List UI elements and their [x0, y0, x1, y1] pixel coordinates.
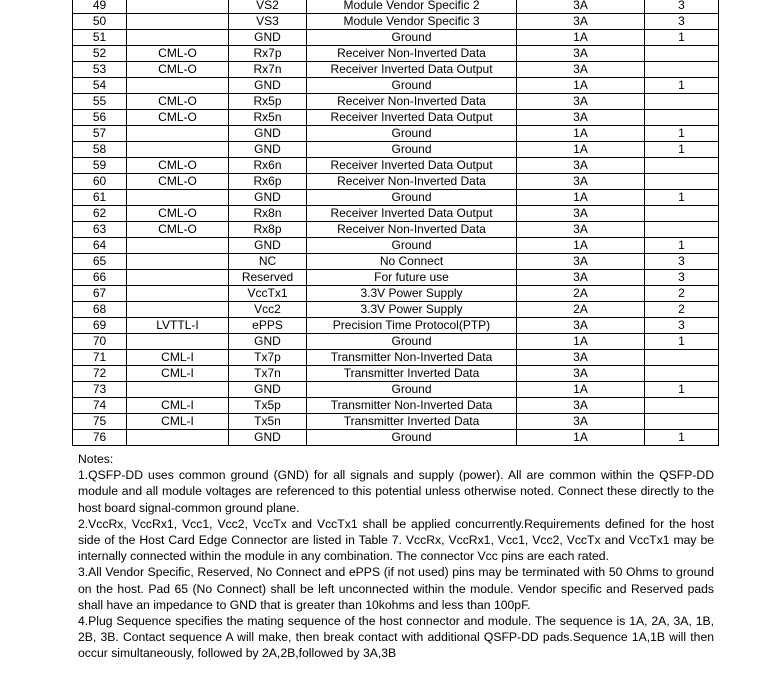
table-row — [73, 238, 719, 254]
notes-title: Notes: — [78, 452, 114, 466]
logic-cell: CML-O — [127, 46, 229, 62]
symbol-cell: GND — [229, 382, 307, 398]
pin-number-cell: 63 — [73, 222, 127, 238]
description-cell: Receiver Inverted Data Output — [307, 206, 517, 222]
description-cell: Ground — [307, 126, 517, 142]
plug-sequence-cell: 1A — [517, 190, 645, 206]
table-row — [73, 414, 719, 430]
plug-sequence-cell: 3A — [517, 222, 645, 238]
symbol-cell: VccTx1 — [229, 286, 307, 302]
logic-cell — [127, 270, 229, 286]
plug-sequence-cell: 3A — [517, 94, 645, 110]
logic-cell — [127, 142, 229, 158]
table-row — [73, 126, 719, 142]
notes-cell: 1 — [645, 142, 719, 158]
description-cell: Ground — [307, 30, 517, 46]
plug-sequence-cell: 3A — [517, 46, 645, 62]
notes-cell: 1 — [645, 238, 719, 254]
plug-sequence-cell: 1A — [517, 142, 645, 158]
symbol-cell: VS3 — [229, 14, 307, 30]
logic-cell — [127, 286, 229, 302]
table-row — [73, 254, 719, 270]
table-row — [73, 270, 719, 286]
description-cell: Precision Time Protocol(PTP) — [307, 318, 517, 334]
plug-sequence-cell: 3A — [517, 158, 645, 174]
symbol-cell: GND — [229, 334, 307, 350]
notes-cell — [645, 94, 719, 110]
logic-cell — [127, 430, 229, 446]
pin-number-cell: 71 — [73, 350, 127, 366]
symbol-cell: ePPS — [229, 318, 307, 334]
logic-cell — [127, 78, 229, 94]
pin-number-cell: 52 — [73, 46, 127, 62]
pin-number-cell: 76 — [73, 430, 127, 446]
plug-sequence-cell: 1A — [517, 334, 645, 350]
logic-cell: CML-O — [127, 174, 229, 190]
description-cell: Ground — [307, 238, 517, 254]
description-cell: Module Vendor Specific 2 — [307, 0, 517, 14]
symbol-cell: Vcc2 — [229, 302, 307, 318]
description-cell: 3.3V Power Supply — [307, 286, 517, 302]
table-row — [73, 222, 719, 238]
symbol-cell: Rx7n — [229, 62, 307, 78]
plug-sequence-cell: 1A — [517, 78, 645, 94]
note-1: 1.QSFP-DD uses common ground (GND) for all signals and supply (power). All are common within the QSFP-DD module and all module voltages are referenced to this potential unless otherwise noted. Connect these directly to the host board signal-common ground plane. — [78, 468, 714, 515]
notes-cell: 2 — [645, 302, 719, 318]
table-row — [73, 350, 719, 366]
notes-cell: 1 — [645, 430, 719, 446]
description-cell: Ground — [307, 430, 517, 446]
symbol-cell: Rx8n — [229, 206, 307, 222]
table-row — [73, 286, 719, 302]
plug-sequence-cell: 1A — [517, 382, 645, 398]
symbol-cell: Tx7n — [229, 366, 307, 382]
plug-sequence-cell: 2A — [517, 302, 645, 318]
plug-sequence-cell: 1A — [517, 30, 645, 46]
pin-number-cell: 49 — [73, 0, 127, 14]
table-row — [73, 206, 719, 222]
logic-cell — [127, 126, 229, 142]
table-row — [73, 398, 719, 414]
table-row — [73, 30, 719, 46]
notes-cell — [645, 398, 719, 414]
pin-number-cell: 58 — [73, 142, 127, 158]
plug-sequence-cell: 3A — [517, 350, 645, 366]
logic-cell — [127, 334, 229, 350]
plug-sequence-cell: 3A — [517, 270, 645, 286]
plug-sequence-cell: 3A — [517, 254, 645, 270]
plug-sequence-cell: 3A — [517, 62, 645, 78]
notes-cell: 3 — [645, 14, 719, 30]
plug-sequence-cell: 1A — [517, 430, 645, 446]
description-cell: Receiver Non-Inverted Data — [307, 174, 517, 190]
description-cell: Ground — [307, 382, 517, 398]
notes-cell: 1 — [645, 78, 719, 94]
pin-number-cell: 50 — [73, 14, 127, 30]
symbol-cell: Rx6p — [229, 174, 307, 190]
notes-cell — [645, 350, 719, 366]
description-cell: Transmitter Non-Inverted Data — [307, 398, 517, 414]
pin-number-cell: 75 — [73, 414, 127, 430]
pin-number-cell: 55 — [73, 94, 127, 110]
description-cell: Receiver Inverted Data Output — [307, 158, 517, 174]
table-row — [73, 14, 719, 30]
plug-sequence-cell: 3A — [517, 110, 645, 126]
plug-sequence-cell: 3A — [517, 366, 645, 382]
symbol-cell: Rx6n — [229, 158, 307, 174]
pin-number-cell: 69 — [73, 318, 127, 334]
plug-sequence-cell: 3A — [517, 414, 645, 430]
description-cell: Transmitter Inverted Data — [307, 366, 517, 382]
symbol-cell: GND — [229, 142, 307, 158]
logic-cell: CML-O — [127, 94, 229, 110]
description-cell: Ground — [307, 190, 517, 206]
plug-sequence-cell: 3A — [517, 398, 645, 414]
logic-cell: CML-O — [127, 62, 229, 78]
note-3: 3.All Vendor Specific, Reserved, No Connect and ePPS (if not used) pins may be terminated with 50 Ohms to ground on the host. Pad 65 (No Connect) shall be left unconnected within the module. Vendor specific and Reserved pads shall have an impedance to GND that is greater than 10kohms and less than 100pF. — [78, 565, 714, 612]
pin-number-cell: 53 — [73, 62, 127, 78]
plug-sequence-cell: 1A — [517, 238, 645, 254]
description-cell: Receiver Non-Inverted Data — [307, 222, 517, 238]
table-row — [73, 0, 719, 14]
pin-number-cell: 62 — [73, 206, 127, 222]
description-cell: Transmitter Inverted Data — [307, 414, 517, 430]
table-row — [73, 110, 719, 126]
notes-cell: 1 — [645, 126, 719, 142]
symbol-cell: GND — [229, 238, 307, 254]
table-row — [73, 142, 719, 158]
symbol-cell: GND — [229, 190, 307, 206]
table-row — [73, 174, 719, 190]
plug-sequence-cell: 1A — [517, 126, 645, 142]
description-cell: 3.3V Power Supply — [307, 302, 517, 318]
symbol-cell: Rx5p — [229, 94, 307, 110]
symbol-cell: Reserved — [229, 270, 307, 286]
notes-cell — [645, 158, 719, 174]
notes-cell: 3 — [645, 0, 719, 14]
pin-number-cell: 67 — [73, 286, 127, 302]
notes-cell — [645, 46, 719, 62]
logic-cell: CML-I — [127, 398, 229, 414]
table-row — [73, 94, 719, 110]
notes-cell — [645, 414, 719, 430]
plug-sequence-cell: 3A — [517, 14, 645, 30]
logic-cell — [127, 0, 229, 14]
description-cell: Ground — [307, 78, 517, 94]
table-row — [73, 382, 719, 398]
plug-sequence-cell: 3A — [517, 318, 645, 334]
pin-number-cell: 64 — [73, 238, 127, 254]
logic-cell — [127, 254, 229, 270]
description-cell: Transmitter Non-Inverted Data — [307, 350, 517, 366]
pin-number-cell: 54 — [73, 78, 127, 94]
logic-cell — [127, 190, 229, 206]
notes-cell: 2 — [645, 286, 719, 302]
description-cell: Module Vendor Specific 3 — [307, 14, 517, 30]
logic-cell — [127, 14, 229, 30]
pin-table-body — [73, 0, 719, 446]
notes-cell — [645, 366, 719, 382]
description-cell: For future use — [307, 270, 517, 286]
logic-cell — [127, 238, 229, 254]
pin-number-cell: 74 — [73, 398, 127, 414]
pin-number-cell: 59 — [73, 158, 127, 174]
symbol-cell: VS2 — [229, 0, 307, 14]
table-row — [73, 430, 719, 446]
plug-sequence-cell: 3A — [517, 174, 645, 190]
notes-cell — [645, 222, 719, 238]
logic-cell — [127, 30, 229, 46]
description-cell: Receiver Inverted Data Output — [307, 110, 517, 126]
pin-number-cell: 66 — [73, 270, 127, 286]
symbol-cell: Rx7p — [229, 46, 307, 62]
notes-section — [78, 451, 714, 662]
plug-sequence-cell: 3A — [517, 0, 645, 14]
logic-cell: LVTTL-I — [127, 318, 229, 334]
symbol-cell: GND — [229, 430, 307, 446]
symbol-cell: Tx7p — [229, 350, 307, 366]
symbol-cell: NC — [229, 254, 307, 270]
logic-cell: CML-I — [127, 350, 229, 366]
table-row — [73, 302, 719, 318]
notes-cell: 3 — [645, 318, 719, 334]
logic-cell: CML-I — [127, 414, 229, 430]
pin-number-cell: 56 — [73, 110, 127, 126]
notes-cell: 1 — [645, 382, 719, 398]
table-row — [73, 78, 719, 94]
notes-cell: 3 — [645, 254, 719, 270]
pin-number-cell: 68 — [73, 302, 127, 318]
pin-number-cell: 73 — [73, 382, 127, 398]
logic-cell: CML-O — [127, 158, 229, 174]
symbol-cell: GND — [229, 30, 307, 46]
table-row — [73, 46, 719, 62]
description-cell: Ground — [307, 142, 517, 158]
symbol-cell: GND — [229, 126, 307, 142]
logic-cell — [127, 302, 229, 318]
description-cell: No Connect — [307, 254, 517, 270]
symbol-cell: Rx5n — [229, 110, 307, 126]
pin-number-cell: 72 — [73, 366, 127, 382]
description-cell: Receiver Non-Inverted Data — [307, 46, 517, 62]
notes-cell: 1 — [645, 334, 719, 350]
notes-cell — [645, 62, 719, 78]
symbol-cell: Rx8p — [229, 222, 307, 238]
pin-number-cell: 57 — [73, 126, 127, 142]
notes-cell — [645, 110, 719, 126]
table-row — [73, 318, 719, 334]
logic-cell: CML-O — [127, 206, 229, 222]
table-row — [73, 334, 719, 350]
pin-number-cell: 70 — [73, 334, 127, 350]
logic-cell: CML-I — [127, 366, 229, 382]
notes-cell — [645, 174, 719, 190]
table-row — [73, 62, 719, 78]
logic-cell: CML-O — [127, 222, 229, 238]
table-row — [73, 190, 719, 206]
table-row — [73, 158, 719, 174]
note-4: 4.Plug Sequence specifies the mating sequence of the host connector and module. The sequence is 1A, 2A, 3A, 1B, 2B, 3B. Contact sequence A will make, then break contact with additional QSFP-DD pads.Sequence 1A,1B will then occur simultaneously, followed by 2A,2B,followed by 3A,3B — [78, 614, 714, 661]
plug-sequence-cell: 3A — [517, 206, 645, 222]
logic-cell — [127, 382, 229, 398]
notes-cell — [645, 206, 719, 222]
pin-table — [72, 0, 719, 446]
plug-sequence-cell: 2A — [517, 286, 645, 302]
description-cell: Receiver Non-Inverted Data — [307, 94, 517, 110]
symbol-cell: Tx5n — [229, 414, 307, 430]
note-2: 2.VccRx, VccRx1, Vcc1, Vcc2, VccTx and VccTx1 shall be applied concurrently.Requirements defined for the host side of the Host Card Edge Connector are listed in Table 7. VccRx, VccRx1, Vcc1, Vcc2, VccTx and VccTx1 may be internally connected within the module in any combination. The connector Vcc pins are each rated. — [78, 516, 714, 564]
logic-cell: CML-O — [127, 110, 229, 126]
pin-number-cell: 61 — [73, 190, 127, 206]
symbol-cell: GND — [229, 78, 307, 94]
notes-cell: 3 — [645, 270, 719, 286]
description-cell: Receiver Inverted Data Output — [307, 62, 517, 78]
pin-number-cell: 65 — [73, 254, 127, 270]
pin-number-cell: 51 — [73, 30, 127, 46]
notes-cell: 1 — [645, 190, 719, 206]
pin-number-cell: 60 — [73, 174, 127, 190]
table-row — [73, 366, 719, 382]
description-cell: Ground — [307, 334, 517, 350]
symbol-cell: Tx5p — [229, 398, 307, 414]
notes-cell: 1 — [645, 30, 719, 46]
